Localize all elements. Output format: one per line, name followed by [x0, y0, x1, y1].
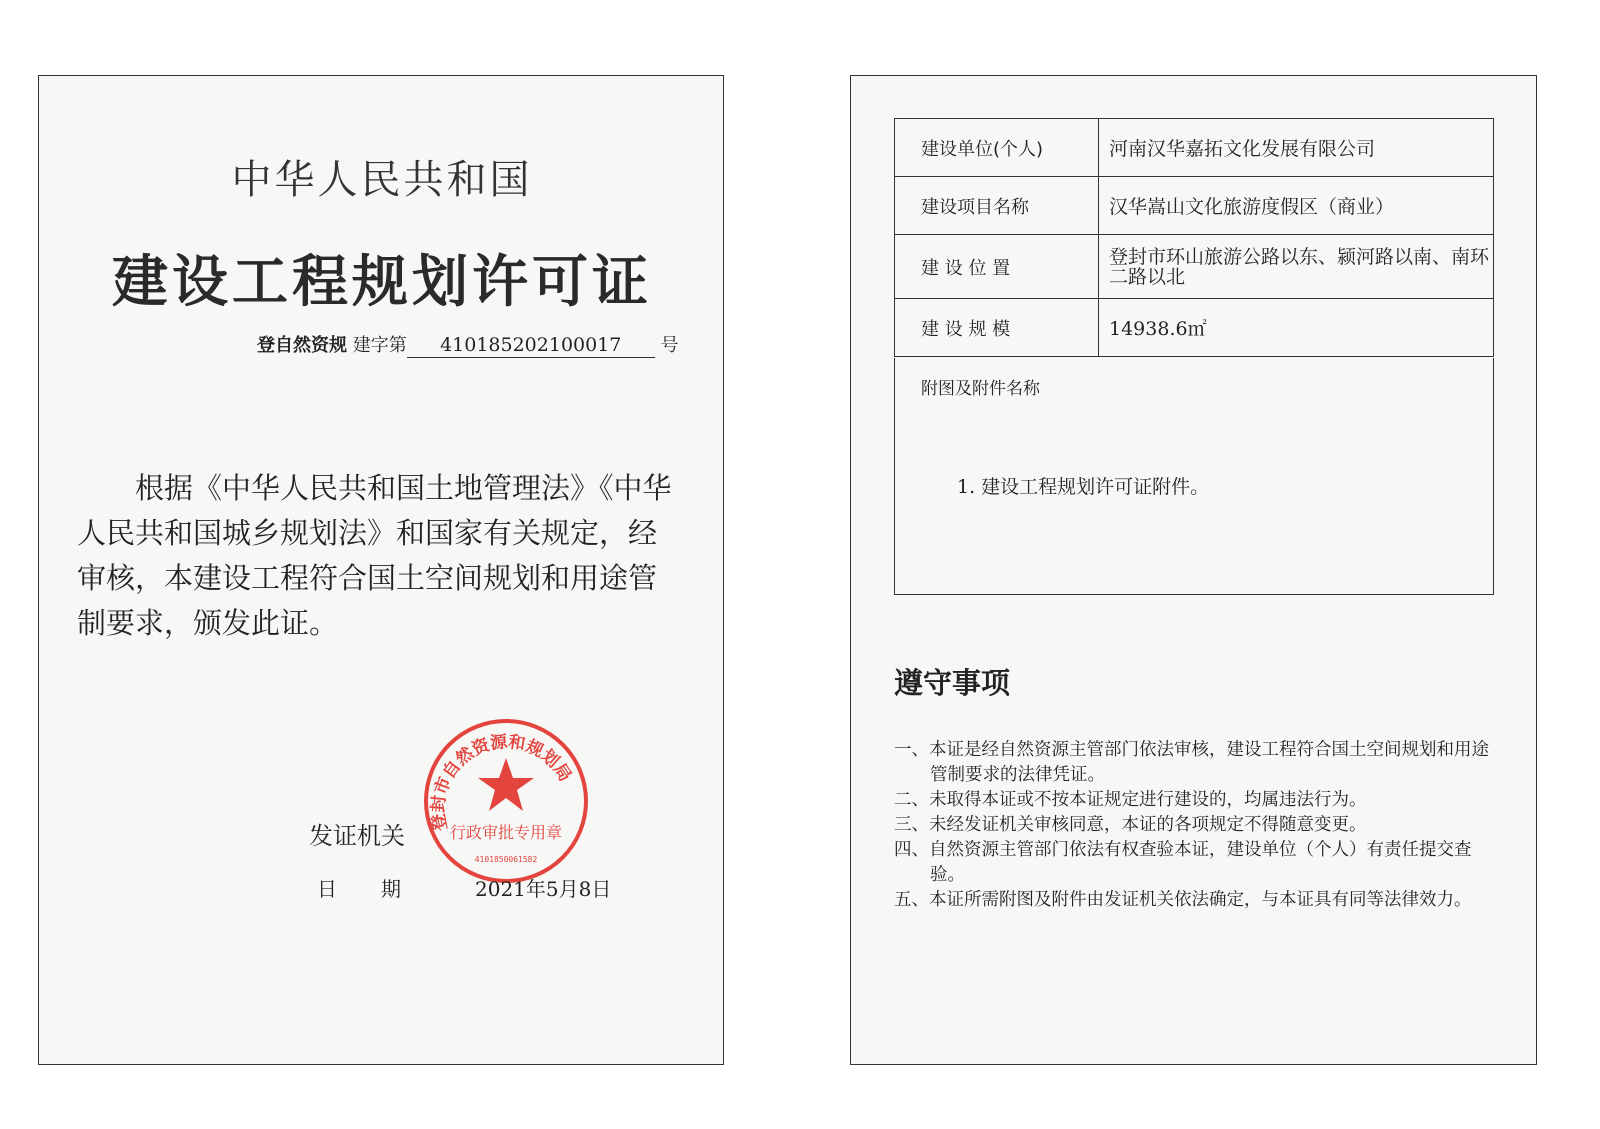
- row-label: 建 设 位 置: [895, 235, 1099, 299]
- date-label: 日期: [317, 877, 445, 901]
- number-prefix-bold: 登自然资规: [257, 335, 347, 356]
- certificate-title: 建设工程规划许可证: [112, 250, 652, 315]
- seal-code: 4101850061582: [474, 855, 538, 864]
- attachment-item: 1. 建设工程规划许可证附件。: [957, 476, 1210, 498]
- row-value: 汉华嵩山文化旅游度假区（商业）: [1099, 177, 1494, 235]
- official-seal-stamp: [421, 716, 591, 886]
- list-item: 二、未取得本证或不按本证规定进行建设的，均属违法行为。: [894, 790, 1367, 810]
- row-label: 建设项目名称: [895, 177, 1099, 235]
- list-item: 三、未经发证机关审核同意，本证的各项规定不得随意变更。: [894, 815, 1367, 835]
- country-name: 中华人民共和国: [231, 157, 533, 203]
- row-label: 建 设 规 模: [895, 299, 1099, 357]
- certificate-number-row: [257, 331, 678, 358]
- table-row: [895, 177, 1494, 235]
- row-label: 建设单位(个人): [895, 119, 1099, 177]
- row-value: 14938.6㎡: [1099, 299, 1494, 357]
- certificate-front-page: [38, 75, 724, 1065]
- project-info-table: [894, 118, 1494, 357]
- number-prefix: 建字第: [352, 335, 407, 356]
- list-item: 四、自然资源主管部门依法有权查验本证，建设单位（个人）有责任提交查验。: [894, 840, 1472, 885]
- observe-title: 遵守事项: [894, 666, 1011, 700]
- row-value: 登封市环山旅游公路以东、颍河路以南、南环二路以北: [1099, 235, 1494, 299]
- body-paragraph: 根据《中华人民共和国土地管理法》《中华人民共和国城乡规划法》和国家有关规定，经审核，本建设工程符合国土空间规划和用途管制要求，颁发此证。: [77, 471, 672, 640]
- table-row: [895, 299, 1494, 357]
- number-suffix: 号: [660, 335, 679, 356]
- row-value: 河南汉华嘉拓文化发展有限公司: [1099, 119, 1494, 177]
- list-item: 一、本证是经自然资源主管部门依法审核，建设工程符合国土空间规划和用途管制要求的法律凭证。: [894, 740, 1489, 785]
- table-row: [895, 235, 1494, 299]
- certificate-number: 410185202100017: [407, 334, 655, 358]
- seal-inner-text: 行政审批专用章: [449, 823, 563, 842]
- seal-star-icon: [478, 758, 534, 811]
- table-row: [895, 119, 1494, 177]
- issue-date: 2021年5月8日: [475, 877, 612, 901]
- list-item: 五、本证所需附图及附件由发证机关依法确定，与本证具有同等法律效力。: [894, 890, 1472, 910]
- attachments-box: [894, 358, 1494, 595]
- issuer-label: 发证机关: [309, 822, 405, 850]
- observe-list: [894, 738, 1494, 913]
- seal-outer-text: 登封市自然资源和规划局: [428, 732, 576, 833]
- attachments-label: 附图及附件名称: [921, 379, 1040, 399]
- certificate-back-page: [850, 75, 1537, 1065]
- certificate-body: [77, 466, 682, 646]
